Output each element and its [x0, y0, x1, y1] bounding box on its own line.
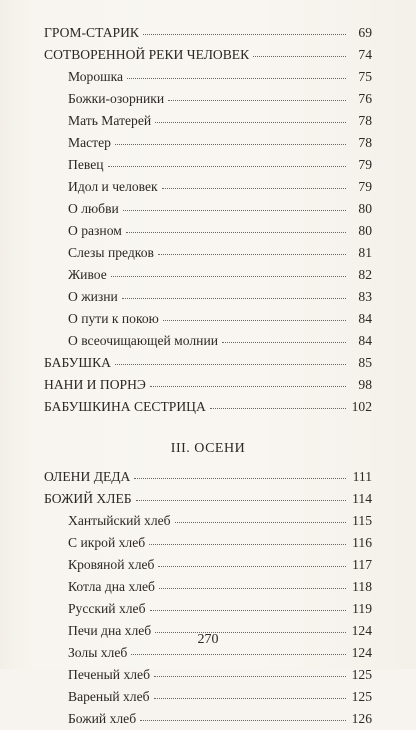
toc-entry-title: О пути к покою	[68, 311, 159, 326]
dot-leader	[253, 56, 346, 57]
toc-entry-title: Идол и человек	[68, 179, 158, 194]
toc-entry-page: 117	[352, 557, 372, 572]
dot-leader	[140, 720, 346, 721]
toc-subentry	[44, 198, 372, 220]
toc-entry-title: О всеочищающей молнии	[68, 333, 219, 348]
toc-entry	[44, 396, 372, 418]
toc-entry-page: 114	[352, 491, 372, 506]
toc-entry-page: 116	[352, 535, 372, 550]
toc-entry-page: 80	[358, 201, 372, 216]
toc-entry-title: БАБУШКИНА СЕСТРИЦА	[44, 399, 206, 414]
toc-entry-title: Кровяной хлеб	[68, 557, 155, 572]
toc-entry-title: НАНИ И ПОРНЭ	[44, 377, 146, 392]
toc-entry-page: 74	[358, 47, 372, 62]
dot-leader	[136, 500, 346, 501]
toc-subentry	[44, 264, 372, 286]
toc-subentry	[44, 598, 372, 620]
dot-leader	[222, 342, 346, 343]
toc-entry-title: СОТВОРЕННОЙ РЕКИ ЧЕЛОВЕК	[44, 47, 250, 62]
toc-entry-page: 84	[358, 333, 372, 348]
toc-entry-page: 75	[358, 69, 372, 84]
dot-leader	[155, 122, 346, 123]
dot-leader	[150, 610, 346, 611]
toc-entry-page: 80	[358, 223, 372, 238]
toc-subentry	[44, 88, 372, 110]
dot-leader	[150, 386, 346, 387]
toc-list-bottom	[44, 466, 372, 730]
toc-subentry	[44, 554, 372, 576]
toc-entry-title: О любви	[68, 201, 119, 216]
toc-entry-page: 118	[352, 579, 372, 594]
toc-subentry	[44, 686, 372, 708]
toc-entry-title: Котла дна хлеб	[68, 579, 155, 594]
dot-leader	[131, 654, 346, 655]
toc-subentry	[44, 242, 372, 264]
toc-entry-page: 81	[358, 245, 372, 260]
toc-subentry	[44, 330, 372, 352]
dot-leader	[158, 566, 346, 567]
toc-list-top	[44, 22, 372, 418]
toc-entry-page: 82	[358, 267, 372, 282]
toc-entry	[44, 44, 372, 66]
dot-leader	[115, 364, 346, 365]
dot-leader	[126, 232, 346, 233]
toc-entry-title: Слезы предков	[68, 245, 154, 260]
toc-entry-title: Мастер	[68, 135, 111, 150]
dot-leader	[108, 166, 347, 167]
dot-leader	[210, 408, 346, 409]
toc-subentry	[44, 110, 372, 132]
toc-subentry	[44, 132, 372, 154]
dot-leader	[159, 588, 346, 589]
toc-entry-page: 79	[358, 179, 372, 194]
toc-entry-page: 76	[358, 91, 372, 106]
toc-entry-page: 124	[351, 623, 372, 638]
dot-leader	[123, 210, 346, 211]
dot-leader	[154, 676, 346, 677]
toc-entry-page: 98	[358, 377, 372, 392]
toc-entry-page: 83	[358, 289, 372, 304]
toc-entry-page: 124	[351, 645, 372, 660]
toc-subentry	[44, 308, 372, 330]
toc-subentry	[44, 576, 372, 598]
toc-entry-title: Божий хлеб	[68, 711, 137, 726]
toc-entry-title: О разном	[68, 223, 122, 238]
toc-entry-page: 85	[358, 355, 372, 370]
page-number: 270	[197, 632, 219, 647]
toc-entry-title: Живое	[68, 267, 107, 282]
dot-leader	[122, 298, 346, 299]
toc-entry-page: 79	[358, 157, 372, 172]
section-heading: III. ОСЕНИ	[170, 441, 246, 456]
toc-entry-title: Мать Матерей	[68, 113, 152, 128]
dot-leader	[168, 100, 346, 101]
dot-leader	[162, 188, 346, 189]
dot-leader	[127, 78, 346, 79]
toc-entry-page: 125	[351, 667, 372, 682]
toc-entry-title: Печеный хлеб	[68, 667, 150, 682]
dot-leader	[158, 254, 346, 255]
toc-entry-title: Русский хлеб	[68, 601, 146, 616]
toc-entry-title: ОЛЕНИ ДЕДА	[44, 469, 131, 484]
toc-subentry	[44, 510, 372, 532]
toc-entry-page: 102	[351, 399, 372, 414]
dot-leader	[149, 544, 346, 545]
toc-entry-page: 78	[358, 135, 372, 150]
toc-entry-page: 111	[352, 469, 372, 484]
toc-entry-title: ГРОМ-СТАРИК	[44, 25, 139, 40]
dot-leader	[175, 522, 346, 523]
toc-entry	[44, 22, 372, 44]
toc-entry-page: 119	[352, 601, 372, 616]
dot-leader	[134, 478, 346, 479]
toc-subentry	[44, 286, 372, 308]
toc-entry-title: БАБУШКА	[44, 355, 111, 370]
toc-subentry	[44, 176, 372, 198]
toc-entry-title: Золы хлеб	[68, 645, 128, 660]
toc-entry	[44, 466, 372, 488]
toc-entry	[44, 374, 372, 396]
toc-entry-page: 126	[351, 711, 372, 726]
toc-subentry	[44, 532, 372, 554]
toc-entry-title: Певец	[68, 157, 104, 172]
toc-entry-title: Морошка	[68, 69, 124, 84]
toc-subentry	[44, 664, 372, 686]
toc-entry-title: Хантыйский хлеб	[68, 513, 171, 528]
toc-entry-page: 78	[358, 113, 372, 128]
toc-entry-page: 125	[351, 689, 372, 704]
dot-leader	[143, 34, 346, 35]
toc-subentry	[44, 66, 372, 88]
toc-entry-title: БОЖИЙ ХЛЕБ	[44, 491, 132, 506]
dot-leader	[111, 276, 346, 277]
toc-entry	[44, 352, 372, 374]
toc-subentry	[44, 154, 372, 176]
toc-subentry	[44, 220, 372, 242]
toc-entry-title: Божки-озорники	[68, 91, 165, 106]
dot-leader	[163, 320, 346, 321]
toc-entry-page: 84	[358, 311, 372, 326]
toc-entry-page: 115	[352, 513, 372, 528]
toc-entry-title: С икрой хлеб	[68, 535, 146, 550]
toc-entry-title: Печи дна хлеб	[68, 623, 152, 638]
toc-subentry	[44, 708, 372, 730]
toc-entry-title: Вареный хлеб	[68, 689, 150, 704]
table-of-contents	[44, 22, 372, 730]
toc-entry	[44, 488, 372, 510]
toc-entry-title: О жизни	[68, 289, 118, 304]
toc-entry-page: 69	[358, 25, 372, 40]
dot-leader	[154, 698, 346, 699]
dot-leader	[115, 144, 346, 145]
